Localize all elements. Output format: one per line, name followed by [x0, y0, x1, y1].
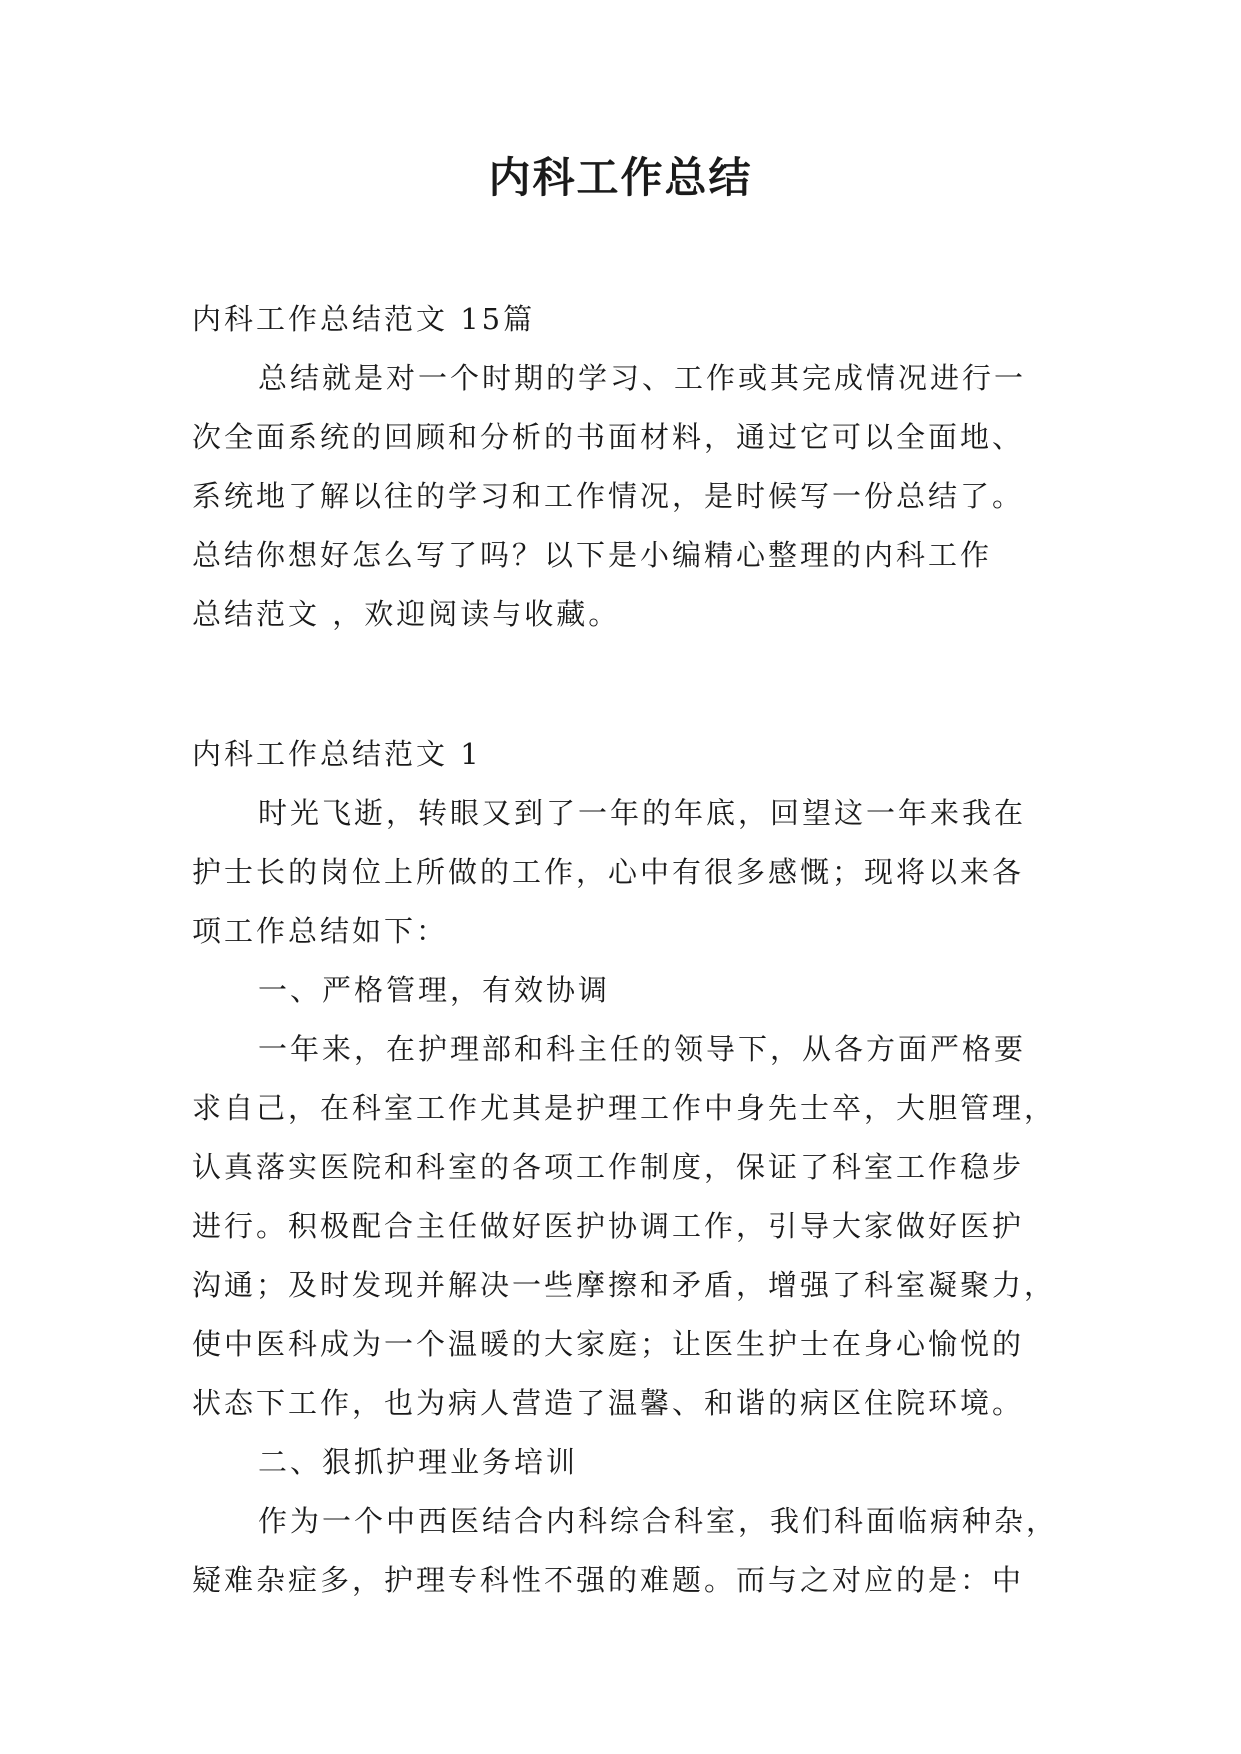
part-one-paragraph	[192, 1020, 1074, 1433]
subheading-one: 一、严格管理，有效协调	[258, 973, 611, 1007]
section-spacer	[192, 644, 1074, 725]
paragraph-line: 进行。积极配合主任做好医护协调工作，引导大家做好医护	[192, 1209, 1025, 1243]
paragraph-line: 认真落实医院和科室的各项工作制度，保证了科室工作稳步	[192, 1150, 1025, 1184]
document-subtitle: 内科工作总结范文 15篇	[192, 302, 536, 336]
paragraph-line: 时光飞逝，转眼又到了一年的年底，回望这一年来我在	[258, 796, 1027, 830]
paragraph-line: 使中医科成为一个温暖的大家庭；让医生护士在身心愉悦的	[192, 1327, 1025, 1361]
subheading-two: 二、狠抓护理业务培训	[258, 1445, 579, 1479]
paragraph-line: 护士长的岗位上所做的工作，心中有很多感慨；现将以来各	[192, 855, 1025, 889]
intro-line: 总结范文 ，欢迎阅读与收藏。	[192, 597, 621, 631]
paragraph-line: 一年来，在护理部和科主任的领导下，从各方面严格要	[258, 1032, 1027, 1066]
intro-paragraph	[192, 349, 1074, 644]
paragraph-line: 状态下工作，也为病人营造了温馨、和谐的病区住院环境。	[192, 1386, 1025, 1420]
paragraph-line: 求自己，在科室工作尤其是护理工作中身先士卒，大胆管理，	[192, 1091, 1057, 1125]
section-heading: 内科工作总结范文 1	[192, 737, 482, 771]
paragraph-line: 沟通；及时发现并解决一些摩擦和矛盾，增强了科室凝聚力，	[192, 1268, 1057, 1302]
document-title: 内科工作总结	[488, 153, 753, 202]
intro-line: 总结你想好怎么写了吗？以下是小编精心整理的内科工作	[192, 538, 993, 572]
paragraph-line: 作为一个中西医结合内科综合科室，我们科面临病种杂，	[258, 1504, 1059, 1538]
paragraph-line: 疑难杂症多，护理专科性不强的难题。而与之对应的是：中	[192, 1563, 1025, 1597]
section-intro-paragraph	[192, 784, 1074, 961]
paragraph-line: 项工作总结如下：	[192, 914, 449, 948]
document-body	[192, 290, 1074, 1610]
part-two-paragraph	[192, 1492, 1074, 1610]
intro-line: 系统地了解以往的学习和工作情况，是时候写一份总结了。	[192, 479, 1025, 513]
intro-line: 总结就是对一个时期的学习、工作或其完成情况进行一	[258, 361, 1027, 395]
intro-line: 次全面系统的回顾和分析的书面材料，通过它可以全面地、	[192, 420, 1025, 454]
